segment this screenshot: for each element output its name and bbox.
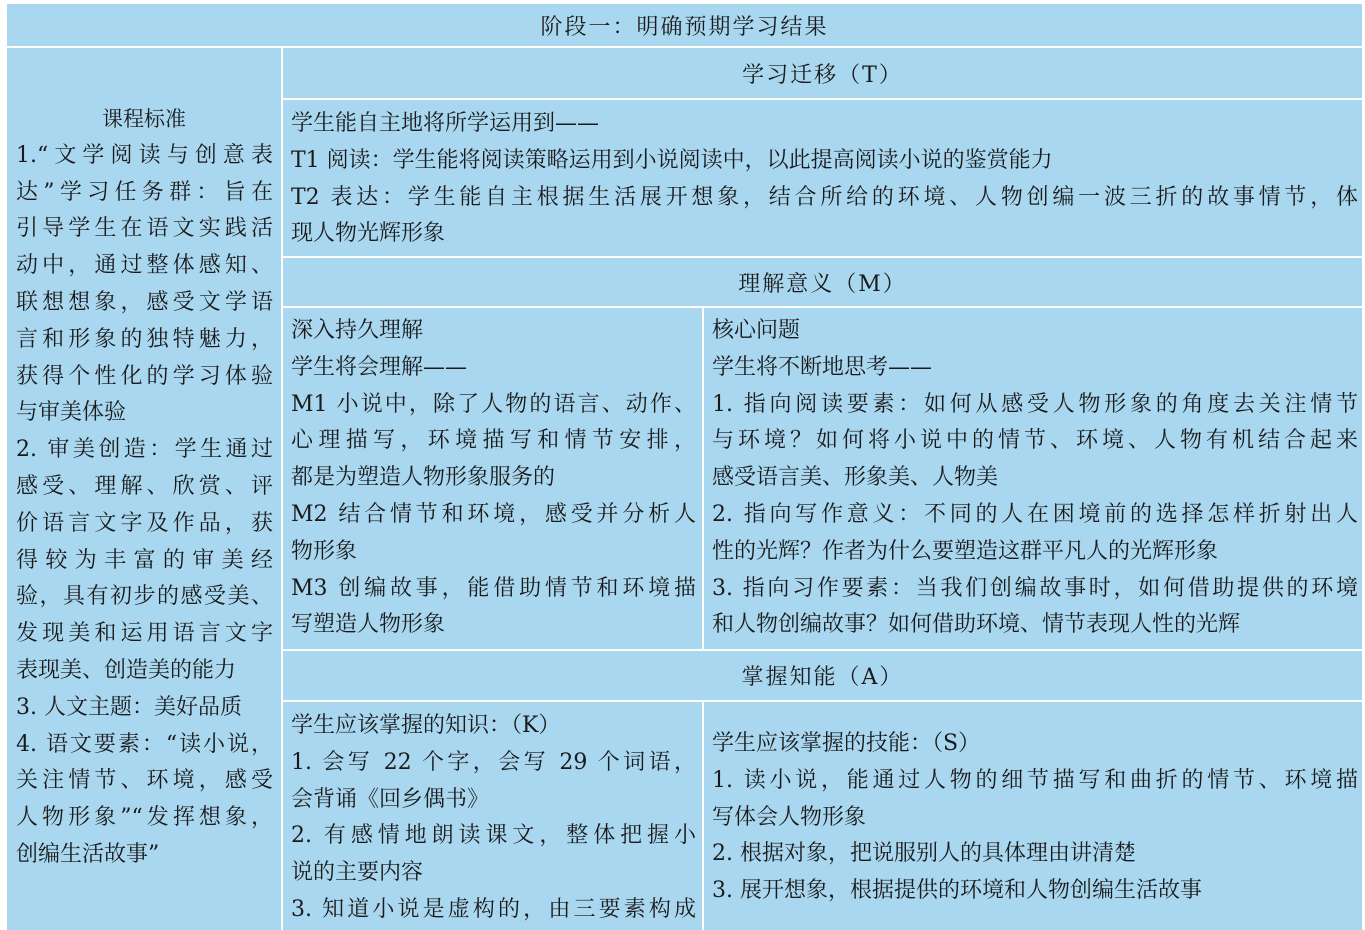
questions-cell (704, 308, 1362, 649)
understanding-line: 学生将会理解—— (291, 354, 468, 380)
transfer-heading-cell (283, 48, 1362, 98)
understanding-line: 写塑造人物形象 (291, 612, 446, 638)
knowledge-line: 会背诵《回乡偶书》 (291, 786, 490, 812)
question-line: 学生将不断地思考—— (712, 354, 933, 380)
question-line: 性的光辉？作者为什么要塑造这群平凡人的光辉形象 (712, 538, 1219, 564)
transfer-line: 学生能自主地将所学运用到—— (291, 111, 600, 136)
skills-cell (704, 702, 1362, 930)
curriculum-line: 达”学习任务群：旨在 (16, 179, 273, 205)
curriculum-line: 得较为丰富的审美经 (16, 547, 273, 573)
curriculum-line: 3. 人文主题：美好品质 (16, 694, 242, 720)
curriculum-cell (7, 48, 281, 930)
stage-title: 阶段一：明确预期学习结果 (540, 14, 829, 40)
skills-line: 2. 根据对象，把说服别人的具体理由讲清楚 (712, 841, 1136, 867)
knowledge-line: 1. 会写 22 个字，会写 29 个词语， (291, 749, 696, 775)
skills-line: 写体会人物形象 (712, 804, 867, 830)
knowledge-line: 3. 知道小说是虚构的，由三要素构成 (291, 896, 696, 922)
transfer-heading: 学习迁移（T） (742, 62, 903, 88)
curriculum-line: 言和形象的独特魅力， (16, 326, 273, 352)
skills-line: 1. 读小说，能通过人物的细节描写和曲折的情节、环境描 (712, 767, 1358, 793)
stage-title-cell (7, 4, 1362, 46)
knowledge-line: 学生应该掌握的知识：（K） (291, 713, 561, 738)
curriculum-line: 4. 语文要素：“读小说， (16, 731, 273, 757)
curriculum-line: 与审美体验 (16, 400, 127, 426)
curriculum-line: 动中，通过整体感知、 (16, 253, 273, 279)
understanding-line: 心理描写，环境描写和情节安排， (291, 428, 696, 454)
understanding-line: 深入持久理解 (291, 318, 424, 343)
knowledge-cell (283, 702, 702, 930)
transfer-line: T1 阅读：学生能将阅读策略运用到小说阅读中，以此提高阅读小说的鉴赏能力 (291, 147, 1053, 173)
knowledge-line: 2. 有感情地朗读课文，整体把握小 (291, 823, 696, 849)
curriculum-line: 关注情节、环境，感受 (16, 768, 273, 794)
question-line: 感受语言美、形象美、人物美 (712, 465, 999, 491)
curriculum-line: 验，具有初步的感受美、 (16, 584, 273, 610)
question-line: 2. 指向写作意义：不同的人在困境前的选择怎样折射出人 (712, 501, 1358, 527)
transfer-line: 现人物光辉形象 (291, 221, 446, 247)
curriculum-line: 感受、理解、欣赏、评 (16, 473, 273, 499)
curriculum-line: 引导学生在语文实践活 (16, 216, 273, 242)
understanding-line: 物形象 (291, 538, 358, 564)
acquisition-heading-cell (283, 651, 1362, 700)
curriculum-line: 表现美、创造美的能力 (16, 657, 237, 683)
question-line: 与环境？如何将小说中的情节、环境、人物有机结合起来 (712, 428, 1358, 454)
understanding-line: M1 小说中，除了人物的语言、动作、 (291, 391, 696, 417)
skills-line: 学生应该掌握的技能：（S） (712, 731, 981, 756)
understanding-cell (283, 308, 702, 649)
curriculum-line: 2. 审美创造：学生通过 (16, 437, 273, 463)
meaning-heading-cell (283, 258, 1362, 306)
curriculum-line: 获得个性化的学习体验 (16, 363, 273, 389)
question-line: 3. 指向习作要素：当我们创编故事时，如何借助提供的环境 (712, 575, 1358, 601)
knowledge-line: 说的主要内容 (291, 860, 424, 886)
curriculum-line: 1.“文学阅读与创意表 (16, 142, 273, 168)
meaning-heading: 理解意义（M） (738, 271, 907, 297)
curriculum-line: 人物形象”“发挥想象， (16, 805, 273, 831)
question-line: 核心问题 (712, 318, 801, 343)
curriculum-line: 创编生活故事” (16, 841, 160, 867)
curriculum-line: 联想想象，感受文学语 (16, 289, 273, 315)
acquisition-heading: 掌握知能（A） (741, 665, 904, 690)
transfer-cell (283, 100, 1362, 256)
transfer-line: T2 表达：学生能自主根据生活展开想象，结合所给的环境、人物创编一波三折的故事情节，体 (291, 184, 1358, 210)
question-line: 1. 指向阅读要素：如何从感受人物形象的角度去关注情节 (712, 391, 1358, 417)
skills-line: 3. 展开想象，根据提供的环境和人物创编生活故事 (712, 878, 1202, 904)
curriculum-line: 发现美和运用语言文字 (16, 621, 273, 647)
understanding-line: M3 创编故事，能借助情节和环境描 (291, 575, 696, 601)
curriculum-line: 价语言文字及作品，获 (16, 510, 273, 536)
curriculum-heading: 课程标准 (102, 107, 186, 131)
understanding-line: 都是为塑造人物形象服务的 (291, 465, 556, 491)
understanding-line: M2 结合情节和环境，感受并分析人 (291, 501, 696, 527)
question-line: 和人物创编故事？如何借助环境、情节表现人性的光辉 (712, 612, 1241, 638)
